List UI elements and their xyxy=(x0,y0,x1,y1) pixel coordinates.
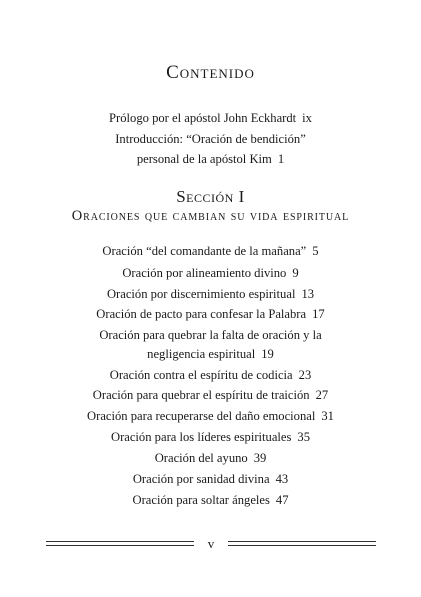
toc-entry-page: ix xyxy=(302,111,312,125)
toc-entry xyxy=(0,492,421,508)
page-footer xyxy=(46,538,376,552)
toc-entry-text: Prólogo por el apóstol John Eckhardt xyxy=(109,111,297,125)
toc-entry-page: 19 xyxy=(261,347,274,361)
toc-entry xyxy=(0,367,421,383)
toc-entry-text: Oración de pacto para confesar la Palabra xyxy=(96,307,307,321)
toc-entry xyxy=(0,110,421,126)
toc-entry-text: personal de la apóstol Kim xyxy=(136,152,272,166)
toc-entry-text: Introducción: “Oración de bendición” xyxy=(115,132,306,146)
toc-entry-text: Oración para recuperarse del daño emocional xyxy=(87,409,316,423)
toc-entry-text: negligencia espiritual xyxy=(147,347,256,361)
toc-entry-page: 39 xyxy=(253,451,267,465)
toc-entry xyxy=(0,471,421,487)
toc-entry xyxy=(0,346,421,362)
toc-entry-text: Oración por alineamiento divino xyxy=(122,266,287,280)
toc-entry-page: 43 xyxy=(275,472,289,486)
toc-entry xyxy=(0,286,421,302)
toc-entry-page: 27 xyxy=(315,388,329,402)
toc-entry xyxy=(0,265,421,281)
toc-entry-text: Oración contra el espíritu de codicia xyxy=(109,368,293,382)
toc-entry-page: 1 xyxy=(277,152,285,166)
toc-entry xyxy=(0,429,421,445)
toc-entry xyxy=(0,450,421,466)
toc-entry xyxy=(0,151,421,167)
toc-entry-text: Oración “del comandante de la mañana” xyxy=(102,244,307,258)
toc-entry xyxy=(0,306,421,322)
section-title: Sección I xyxy=(176,187,245,206)
toc-entry-page: 17 xyxy=(312,307,325,321)
toc-entry-page: 31 xyxy=(321,409,334,423)
page-title: Contenido xyxy=(166,62,255,83)
toc-entry xyxy=(0,327,421,343)
toc-entry-text: Oración por discernimiento espiritual xyxy=(106,287,296,301)
toc-entry-text: Oración del ayuno xyxy=(154,451,248,465)
toc-entry-page: 5 xyxy=(312,244,319,258)
toc-entry-page: 9 xyxy=(292,266,299,280)
toc-entry-text: Oración para quebrar el espíritu de traición xyxy=(92,388,310,402)
toc-entry-text: Oración por sanidad divina xyxy=(132,472,270,486)
toc-entry-text: Oración para soltar ángeles xyxy=(132,493,270,507)
section-subtitle: Oraciones que cambian su vida espiritual xyxy=(71,208,350,224)
toc-entry xyxy=(0,408,421,424)
toc-entry-page: 35 xyxy=(297,430,311,444)
toc-entry xyxy=(0,387,421,403)
toc-entry-page: 13 xyxy=(301,287,315,301)
toc-entry xyxy=(0,243,421,259)
toc-entry xyxy=(0,131,421,147)
toc-entry-text: Oración para los líderes espirituales xyxy=(110,430,292,444)
toc-entry-page: 47 xyxy=(275,493,289,507)
toc-entry-page: 23 xyxy=(298,368,312,382)
page-number: v xyxy=(207,536,215,551)
toc-entry-text: Oración para quebrar la falta de oración y la xyxy=(99,328,322,342)
